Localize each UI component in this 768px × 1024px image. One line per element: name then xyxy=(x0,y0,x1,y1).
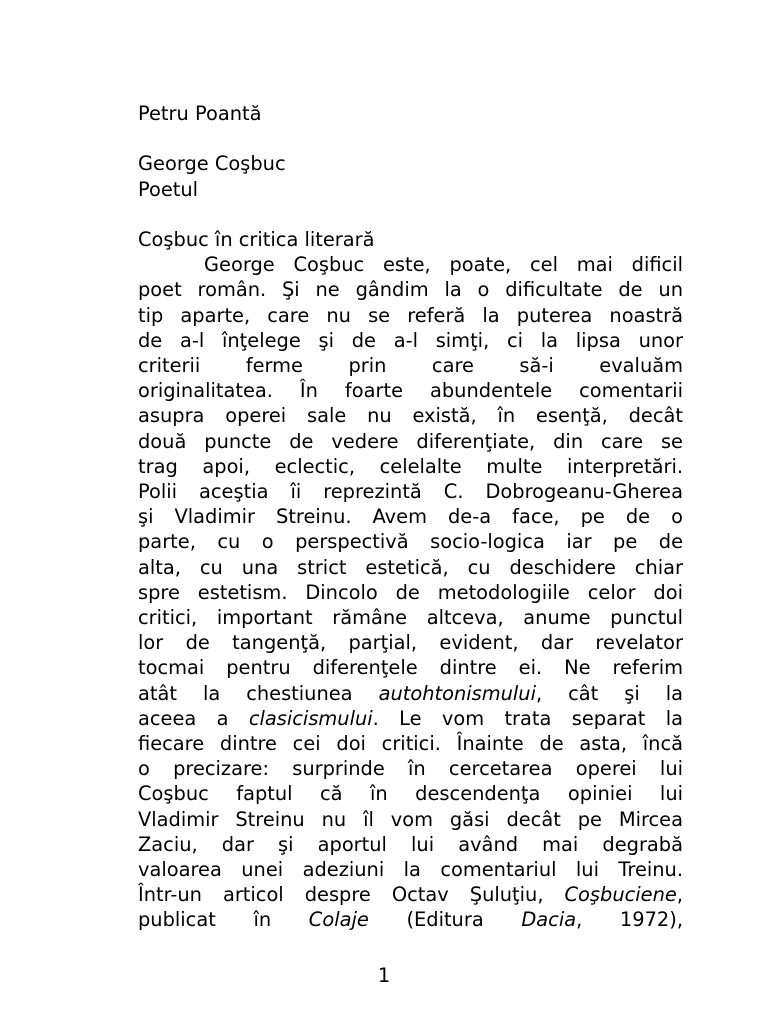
paragraph-line xyxy=(138,353,683,378)
paragraph-line xyxy=(138,630,683,655)
italic-text: Colaje xyxy=(308,908,369,932)
paragraph-line xyxy=(138,277,683,302)
line-text: Vladimir Streinu nu îl vom găsi decât pe Mircea xyxy=(138,807,683,831)
paragraph-line xyxy=(138,529,683,554)
line-text: publicat în xyxy=(138,908,309,932)
paragraph-line xyxy=(138,756,683,781)
paragraph-line xyxy=(138,429,683,454)
author-name: Petru Poantă xyxy=(138,102,262,125)
line-text: lor de tangenţă, parţial, evident, dar revelator xyxy=(138,631,683,655)
paragraph-line xyxy=(138,328,683,353)
paragraph-line xyxy=(138,907,683,932)
line-text: , cât şi la xyxy=(535,681,683,705)
paragraph-line xyxy=(138,706,683,731)
line-text: . Le vom trata separat la xyxy=(372,706,684,730)
line-text: Zaciu, dar şi aportul lui având mai degrabă xyxy=(138,832,683,856)
page-number: 1 xyxy=(377,964,391,987)
line-text: asupra operei sale nu există, în esenţă, decât xyxy=(138,404,683,428)
line-text: o precizare: surprinde în cercetarea operei lui xyxy=(138,757,683,781)
line-text: atât la chestiunea xyxy=(138,681,379,705)
body-paragraph xyxy=(138,252,683,932)
paragraph-line xyxy=(138,731,683,756)
paragraph-line xyxy=(138,454,683,479)
section-heading: Coşbuc în critica literară xyxy=(138,227,375,251)
line-text: trag apoi, eclectic, celelalte multe interpretări. xyxy=(138,454,683,478)
line-text: originalitatea. În foarte abundentele comentarii xyxy=(138,379,683,403)
paragraph-line xyxy=(138,605,683,630)
line-text: critici, important rămâne altceva, anume punctul xyxy=(138,606,683,630)
paragraph-line xyxy=(138,882,683,907)
paragraph-line xyxy=(138,580,683,605)
document-subtitle: Poetul xyxy=(138,177,199,201)
line-text: Polii aceştia îi reprezintă C. Dobrogeanu-Gherea xyxy=(138,480,683,504)
line-text: , xyxy=(676,883,683,907)
line-text: (Editura xyxy=(368,908,522,932)
italic-text: autohtonismului xyxy=(378,681,536,705)
line-text: tip aparte, care nu se referă la puterea noastră xyxy=(138,303,683,327)
line-text: criterii ferme prin care să-i evaluăm xyxy=(138,354,683,377)
line-text: valoarea unei adeziuni la comentariul lui Treinu. xyxy=(138,858,683,882)
paragraph-line xyxy=(138,504,683,529)
line-text: parte, cu o perspectivă socio-logica iar pe de xyxy=(138,530,683,554)
paragraph-line xyxy=(138,378,683,403)
paragraph-line xyxy=(138,479,683,504)
paragraph-line xyxy=(138,832,683,857)
paragraph-line xyxy=(138,303,683,328)
line-text: fiecare dintre cei doi critici. Înainte de asta, încă xyxy=(138,732,683,756)
paragraph-line xyxy=(138,252,683,277)
line-text: , 1972), xyxy=(576,908,683,932)
line-text: şi Vladimir Streinu. Avem de-a face, pe de o xyxy=(138,505,683,529)
document-title: George Coşbuc xyxy=(138,152,286,176)
line-text: aceea a xyxy=(138,706,249,730)
page-content xyxy=(138,101,683,933)
italic-text: clasicismului xyxy=(248,706,373,730)
line-text: tocmai pentru diferenţele dintre ei. Ne referim xyxy=(138,656,683,680)
paragraph-line xyxy=(138,403,683,428)
italic-text: Coşbuciene xyxy=(564,883,677,907)
spacer xyxy=(138,126,683,151)
line-text: George Coşbuc este, poate, cel mai dificil xyxy=(204,253,683,277)
spacer xyxy=(138,202,683,227)
line-text: spre estetism. Dincolo de metodologiile celor doi xyxy=(138,580,683,604)
paragraph-line xyxy=(138,681,683,706)
paragraph-line xyxy=(138,807,683,832)
paragraph-line xyxy=(138,857,683,882)
paragraph-line xyxy=(138,655,683,680)
line-text: două puncte de vedere diferenţiate, din care se xyxy=(138,429,683,453)
paragraph-line xyxy=(138,555,683,580)
line-text: Într-un articol despre Octav Şuluţiu, xyxy=(138,883,565,907)
paragraph-line xyxy=(138,781,683,806)
line-text: Coşbuc faptul că în descendenţa opiniei lui xyxy=(138,782,683,806)
line-text: alta, cu una strict estetică, cu deschidere chiar xyxy=(138,555,683,579)
italic-text: Dacia xyxy=(521,908,577,932)
line-text: de a-l înţelege şi de a-l simţi, ci la lipsa unor xyxy=(138,328,683,352)
line-text: poet român. Şi ne gândim la o dificultate de un xyxy=(138,278,683,302)
